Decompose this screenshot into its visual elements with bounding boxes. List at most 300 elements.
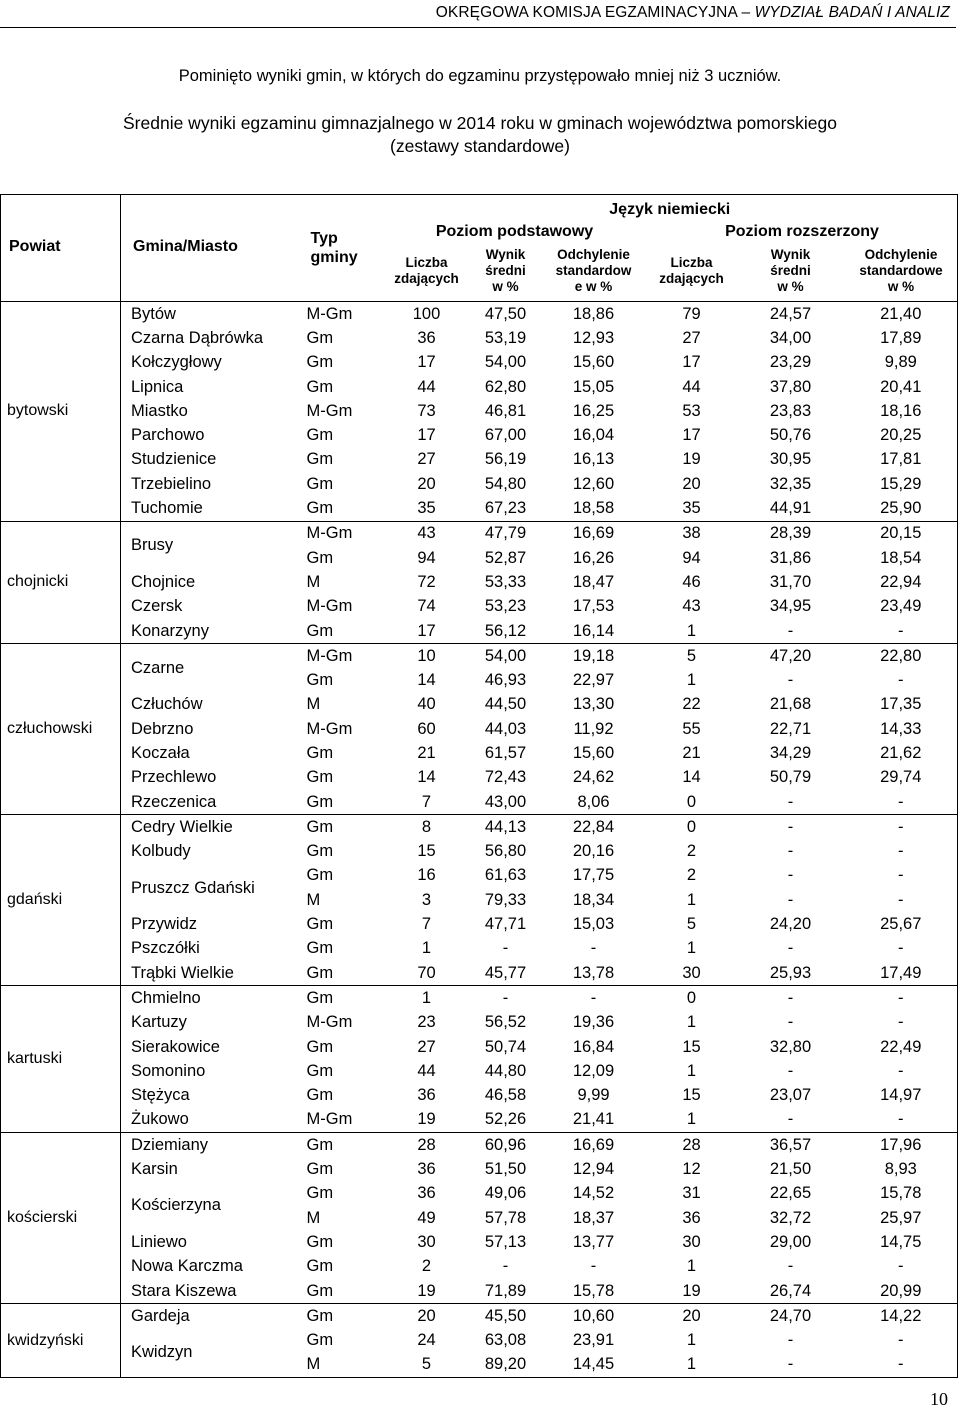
results-table [0, 194, 958, 1378]
odch-ext-cell: - [845, 888, 958, 912]
odch-basic-cell: - [590, 939, 597, 958]
wynik-basic-cell: 52,26 [471, 1108, 541, 1133]
table-row [1, 472, 958, 496]
liczba-ext-cell: 20 [682, 474, 701, 493]
wynik-ext-cell: 23,83 [769, 401, 812, 420]
typ-cell: M-Gm [306, 646, 353, 665]
liczba-basic-cell: 2 [421, 1257, 432, 1276]
odch-ext-cell: - [845, 668, 958, 692]
odch-ext-cell: 18,16 [845, 399, 958, 423]
liczba-basic-cell: 72 [417, 572, 436, 591]
liczba-basic-cell: 27 [417, 450, 436, 469]
wynik-ext-cell: - [787, 890, 794, 909]
table-row [1, 1059, 958, 1083]
typ-cell: Gm [306, 474, 334, 493]
odch-ext-cell: 22,49 [845, 1035, 958, 1059]
typ-cell: Gm [306, 1061, 334, 1080]
odch-basic-cell: 13,30 [572, 695, 615, 714]
powiat-cell: gdański [1, 815, 121, 986]
odch-basic-cell: 16,84 [572, 1037, 615, 1056]
wynik-basic-cell: 56,52 [484, 1013, 527, 1032]
odch-ext-cell: 22,80 [845, 644, 958, 669]
odch-ext-cell: 18,54 [845, 546, 958, 570]
wynik-basic-cell: 45,50 [484, 1306, 527, 1325]
wynik-basic-cell: 67,23 [471, 496, 541, 521]
powiat-cell: chojnicki [1, 521, 121, 643]
header-liczba-ext: Liczba zdających [659, 255, 724, 286]
liczba-ext-cell: 35 [647, 496, 737, 521]
liczba-basic-cell: 14 [417, 768, 436, 787]
liczba-basic-cell: 40 [417, 695, 436, 714]
typ-cell: M-Gm [306, 524, 353, 543]
odch-basic-cell: - [590, 1257, 597, 1276]
gmina-cell: Parchowo [121, 423, 301, 447]
header-level-basic: Poziom podstawowy [435, 223, 594, 240]
typ-cell: M-Gm [306, 597, 353, 616]
typ-cell: M-Gm [301, 1108, 383, 1133]
liczba-basic-cell: 49 [417, 1208, 436, 1227]
table-row [1, 302, 958, 327]
wynik-basic-cell: 51,50 [484, 1160, 527, 1179]
odch-ext-cell: - [845, 790, 958, 815]
wynik-ext-cell: 47,20 [769, 646, 812, 665]
wynik-ext-cell: 37,80 [769, 377, 812, 396]
liczba-basic-cell: 19 [383, 1279, 471, 1304]
table-row [1, 1011, 958, 1035]
header-gmina: Gmina/Miasto [121, 195, 301, 302]
wynik-basic-cell: 47,79 [484, 524, 527, 543]
odch-basic-cell: 13,78 [541, 961, 647, 986]
wynik-basic-cell: 44,80 [484, 1061, 527, 1080]
gmina-cell: Nowa Karczma [121, 1255, 301, 1279]
liczba-ext-cell: 14 [682, 768, 701, 787]
odch-basic-cell: 15,60 [572, 743, 615, 762]
typ-cell: Gm [301, 496, 383, 521]
gmina-cell: Trzebielino [121, 472, 301, 496]
typ-cell: Gm [301, 961, 383, 986]
wynik-basic-cell: 72,43 [484, 768, 527, 787]
liczba-basic-cell: 7 [383, 790, 471, 815]
gmina-cell: Chojnice [121, 570, 301, 594]
odch-ext-cell: 21,62 [845, 741, 958, 765]
odch-basic-cell: 22,84 [572, 817, 615, 836]
wynik-ext-cell: - [787, 1061, 794, 1080]
header-italic: WYDZIAŁ BADAŃ I ANALIZ [754, 4, 950, 21]
liczba-ext-cell: 53 [682, 401, 701, 420]
gmina-cell: Kwidzyn [121, 1328, 301, 1377]
liczba-ext-cell: 5 [686, 646, 697, 665]
wynik-basic-cell: 54,00 [484, 353, 527, 372]
table-row [1, 693, 958, 717]
header-typ: Typ gminy [301, 195, 383, 302]
liczba-ext-cell: 21 [682, 743, 701, 762]
odch-ext-cell: 14,75 [845, 1230, 958, 1254]
table-row [1, 1279, 958, 1304]
table-row [1, 399, 958, 423]
odch-basic-cell: 17,75 [572, 866, 615, 885]
liczba-ext-cell: 15 [682, 1037, 701, 1056]
wynik-basic-cell: 61,57 [484, 743, 527, 762]
wynik-ext-cell: 44,91 [737, 496, 845, 521]
wynik-basic-cell: 45,77 [471, 961, 541, 986]
gmina-cell: Przywidz [121, 912, 301, 936]
wynik-ext-cell: 34,00 [769, 328, 812, 347]
odch-ext-cell: 25,90 [845, 496, 958, 521]
liczba-ext-cell: 1 [686, 1013, 697, 1032]
liczba-ext-cell: 1 [647, 1108, 737, 1133]
wynik-ext-cell: - [787, 842, 794, 861]
typ-cell: Gm [306, 1257, 334, 1276]
table-row [1, 790, 958, 815]
odch-ext-cell: 25,67 [845, 912, 958, 936]
wynik-basic-cell: 63,08 [484, 1331, 527, 1350]
header-subject: Język niemiecki [609, 201, 731, 218]
odch-basic-cell: 15,60 [572, 353, 615, 372]
odch-basic-cell: 22,97 [572, 671, 615, 690]
liczba-basic-cell: 20 [417, 1306, 436, 1325]
odch-ext-cell: - [845, 1328, 958, 1352]
table-row [1, 448, 958, 472]
header-powiat: Powiat [1, 195, 121, 302]
wynik-basic-cell: 57,13 [484, 1232, 527, 1251]
liczba-basic-cell: 1 [421, 939, 432, 958]
odch-ext-cell: 25,97 [845, 1206, 958, 1230]
wynik-basic-cell: 53,33 [484, 572, 527, 591]
gmina-cell: Kolbudy [121, 840, 301, 864]
odch-basic-cell: 16,69 [572, 1135, 615, 1154]
liczba-ext-cell: 1 [647, 619, 737, 644]
wynik-ext-cell: 25,93 [737, 961, 845, 986]
liczba-basic-cell: 74 [417, 597, 436, 616]
typ-cell: Gm [306, 1135, 334, 1154]
odch-ext-cell: 20,25 [845, 423, 958, 447]
wynik-basic-cell: 49,06 [484, 1184, 527, 1203]
wynik-ext-cell: - [787, 1013, 794, 1032]
odch-basic-cell: 10,60 [572, 1306, 615, 1325]
odch-ext-cell: 14,22 [845, 1304, 958, 1329]
odch-ext-cell: - [845, 864, 958, 888]
typ-cell: Gm [306, 1086, 334, 1105]
liczba-ext-cell: 36 [682, 1208, 701, 1227]
wynik-ext-cell: 31,86 [769, 548, 812, 567]
odch-basic-cell: 19,18 [572, 646, 615, 665]
liczba-basic-cell: 28 [417, 1135, 436, 1154]
typ-cell: M-Gm [306, 304, 353, 323]
wynik-basic-cell: 46,93 [484, 671, 527, 690]
liczba-basic-cell: 73 [417, 401, 436, 420]
wynik-basic-cell: 52,87 [484, 548, 527, 567]
liczba-ext-cell: 1 [686, 939, 697, 958]
odch-ext-cell: - [845, 1059, 958, 1083]
page-number: 10 [930, 1389, 948, 1409]
gmina-cell: Koczała [121, 741, 301, 765]
wynik-ext-cell: 50,79 [769, 768, 812, 787]
table-row [1, 766, 958, 790]
wynik-ext-cell: - [737, 790, 845, 815]
wynik-basic-cell: 89,20 [471, 1353, 541, 1378]
gmina-cell: Kartuzy [121, 1011, 301, 1035]
liczba-ext-cell: 5 [686, 915, 697, 934]
odch-ext-cell: 15,78 [845, 1182, 958, 1206]
odch-ext-cell: 17,49 [845, 961, 958, 986]
odch-basic-cell: 18,47 [572, 572, 615, 591]
odch-basic-cell: 16,14 [541, 619, 647, 644]
odch-ext-cell: 23,49 [845, 595, 958, 619]
gmina-cell: Tuchomie [121, 496, 301, 521]
odch-ext-cell: - [845, 1011, 958, 1035]
wynik-basic-cell: 44,03 [484, 719, 527, 738]
table-row [1, 1230, 958, 1254]
table-row [1, 326, 958, 350]
table-row [1, 1084, 958, 1108]
liczba-ext-cell: 1 [686, 1257, 697, 1276]
odch-basic-cell: 14,45 [541, 1353, 647, 1378]
liczba-basic-cell: 27 [417, 1037, 436, 1056]
liczba-ext-cell: 38 [682, 524, 701, 543]
liczba-ext-cell: 1 [686, 890, 697, 909]
liczba-ext-cell: 30 [682, 1232, 701, 1251]
liczba-ext-cell: 17 [682, 353, 701, 372]
odch-ext-cell: 21,40 [845, 302, 958, 327]
typ-cell: Gm [306, 1037, 334, 1056]
odch-basic-cell: 12,09 [572, 1061, 615, 1080]
liczba-ext-cell: 94 [682, 548, 701, 567]
wynik-ext-cell: 22,71 [769, 719, 812, 738]
liczba-ext-cell: 1 [686, 1331, 697, 1350]
odch-ext-cell: - [845, 619, 958, 644]
liczba-basic-cell: 43 [417, 524, 436, 543]
typ-cell: M [306, 890, 321, 909]
odch-basic-cell: 24,62 [572, 768, 615, 787]
typ-cell: Gm [306, 988, 334, 1007]
odch-ext-cell: - [845, 1255, 958, 1279]
liczba-ext-cell: 19 [682, 450, 701, 469]
header-wynik-ext: Wynik średni w % [770, 247, 811, 294]
wynik-basic-cell: 43,00 [471, 790, 541, 815]
wynik-basic-cell: 50,74 [484, 1037, 527, 1056]
typ-cell: M [301, 1353, 383, 1378]
wynik-basic-cell: 56,12 [471, 619, 541, 644]
liczba-basic-cell: 35 [383, 496, 471, 521]
table-row [1, 644, 958, 669]
liczba-ext-cell: 15 [682, 1086, 701, 1105]
gmina-cell: Chmielno [121, 986, 301, 1011]
typ-cell: Gm [306, 866, 334, 885]
odch-ext-cell: 22,94 [845, 570, 958, 594]
wynik-ext-cell: 34,95 [769, 597, 812, 616]
wynik-ext-cell: - [787, 671, 794, 690]
liczba-basic-cell: 60 [417, 719, 436, 738]
powiat-cell: kościerski [1, 1133, 121, 1304]
odch-basic-cell: 21,41 [541, 1108, 647, 1133]
table-row [1, 1328, 958, 1352]
liczba-basic-cell: 36 [417, 1184, 436, 1203]
wynik-ext-cell: - [737, 1353, 845, 1378]
typ-cell: Gm [306, 1306, 334, 1325]
gmina-cell: Kościerzyna [121, 1182, 301, 1231]
wynik-ext-cell: 50,76 [769, 426, 812, 445]
wynik-ext-cell: - [787, 866, 794, 885]
gmina-cell: Kołczygłowy [121, 351, 301, 375]
wynik-basic-cell: 67,00 [484, 426, 527, 445]
wynik-basic-cell: 53,19 [484, 328, 527, 347]
wynik-ext-cell: 21,68 [769, 695, 812, 714]
gmina-cell: Stara Kiszewa [121, 1279, 301, 1304]
gmina-cell: Pruszcz Gdański [121, 864, 301, 913]
gmina-cell: Trąbki Wielkie [121, 961, 301, 986]
table-row [1, 521, 958, 546]
odch-basic-cell: 12,94 [572, 1160, 615, 1179]
wynik-ext-cell: 32,35 [769, 474, 812, 493]
liczba-ext-cell: 30 [647, 961, 737, 986]
title-line-1: Średnie wyniki egzaminu gimnazjalnego w 2014 roku w gminach województwa pomorskiego [123, 113, 837, 133]
typ-cell: Gm [306, 1160, 334, 1179]
odch-ext-cell: - [845, 1108, 958, 1133]
powiat-cell: kwidzyński [1, 1304, 121, 1378]
liczba-basic-cell: 15 [417, 842, 436, 861]
odch-ext-cell: 17,89 [845, 326, 958, 350]
table-row [1, 375, 958, 399]
table-row [1, 840, 958, 864]
odch-basic-cell: 16,25 [572, 401, 615, 420]
header-odch-ext: Odchylenie standardowe w % [859, 247, 943, 294]
gmina-cell: Studzienice [121, 448, 301, 472]
typ-cell: Gm [306, 743, 334, 762]
liczba-basic-cell: 94 [417, 548, 436, 567]
liczba-basic-cell: 7 [421, 915, 432, 934]
wynik-basic-cell: - [502, 988, 509, 1007]
gmina-cell: Stężyca [121, 1084, 301, 1108]
wynik-basic-cell: 62,80 [484, 377, 527, 396]
odch-basic-cell: 13,77 [572, 1232, 615, 1251]
gmina-cell: Żukowo [121, 1108, 301, 1133]
liczba-ext-cell: 31 [682, 1184, 701, 1203]
liczba-ext-cell: 17 [682, 426, 701, 445]
header-text [436, 4, 950, 22]
liczba-ext-cell: 0 [686, 988, 697, 1007]
typ-cell: Gm [306, 377, 334, 396]
typ-cell: M [306, 1208, 321, 1227]
gmina-cell: Konarzyny [121, 619, 301, 644]
odch-ext-cell: - [845, 937, 958, 961]
liczba-basic-cell: 20 [417, 474, 436, 493]
typ-cell: Gm [301, 1279, 383, 1304]
odch-basic-cell: 12,93 [572, 328, 615, 347]
wynik-basic-cell: 47,71 [484, 915, 527, 934]
header-odch-basic: Odchylenie standardow e w % [555, 247, 632, 294]
table-row [1, 741, 958, 765]
liczba-ext-cell: 28 [682, 1135, 701, 1154]
liczba-basic-cell: 36 [417, 1160, 436, 1179]
gmina-cell: Człuchów [121, 693, 301, 717]
typ-cell: Gm [306, 1184, 334, 1203]
typ-cell: Gm [306, 426, 334, 445]
gmina-cell: Karsin [121, 1157, 301, 1181]
wynik-ext-cell: 31,70 [769, 572, 812, 591]
odch-basic-cell: 19,36 [572, 1013, 615, 1032]
odch-basic-cell: 9,99 [577, 1086, 610, 1105]
wynik-ext-cell: - [787, 817, 794, 836]
odch-ext-cell: 9,89 [845, 351, 958, 375]
typ-cell: Gm [306, 328, 334, 347]
wynik-ext-cell: 32,72 [769, 1208, 812, 1227]
odch-ext-cell: 15,29 [845, 472, 958, 496]
wynik-ext-cell: - [787, 1257, 794, 1276]
header-prefix: OKRĘGOWA KOMISJA EGZAMINACYJNA – [435, 4, 755, 21]
liczba-ext-cell: 27 [682, 328, 701, 347]
wynik-basic-cell: 44,50 [484, 695, 527, 714]
header-subject-block [383, 195, 958, 302]
odch-basic-cell: 12,60 [572, 474, 615, 493]
odch-basic-cell: 18,86 [572, 304, 615, 323]
wynik-basic-cell: 54,80 [484, 474, 527, 493]
gmina-cell: Czarna Dąbrówka [121, 326, 301, 350]
liczba-ext-cell: 1 [686, 1061, 697, 1080]
powiat-cell: kartuski [1, 986, 121, 1133]
liczba-basic-cell: 14 [417, 671, 436, 690]
liczba-ext-cell: 20 [682, 1306, 701, 1325]
odch-ext-cell: - [845, 815, 958, 840]
wynik-ext-cell: 23,29 [769, 353, 812, 372]
odch-basic-cell: 23,91 [572, 1331, 615, 1350]
wynik-ext-cell: - [787, 988, 794, 1007]
wynik-ext-cell: - [787, 1331, 794, 1350]
liczba-ext-cell: 0 [647, 790, 737, 815]
wynik-basic-cell: - [502, 1257, 509, 1276]
liczba-basic-cell: 70 [383, 961, 471, 986]
typ-cell: Gm [306, 817, 334, 836]
odch-ext-cell: 17,96 [845, 1133, 958, 1158]
gmina-cell: Pszczółki [121, 937, 301, 961]
gmina-cell: Przechlewo [121, 766, 301, 790]
liczba-basic-cell: 5 [383, 1353, 471, 1378]
title-line-2: (zestawy standardowe) [390, 136, 570, 156]
odch-ext-cell: 17,81 [845, 448, 958, 472]
page-title [0, 112, 960, 158]
liczba-basic-cell: 17 [417, 426, 436, 445]
wynik-basic-cell: 60,96 [484, 1135, 527, 1154]
wynik-ext-cell: 29,00 [769, 1232, 812, 1251]
gmina-cell: Sierakowice [121, 1035, 301, 1059]
table-row [1, 986, 958, 1011]
odch-basic-cell: 11,92 [573, 719, 614, 738]
table-row [1, 912, 958, 936]
table-row [1, 717, 958, 741]
wynik-ext-cell: 26,74 [737, 1279, 845, 1304]
typ-cell: Gm [306, 353, 334, 372]
table-row [1, 1108, 958, 1133]
gmina-cell: Rzeczenica [121, 790, 301, 815]
table-row [1, 496, 958, 521]
wynik-ext-cell: 34,29 [769, 743, 812, 762]
wynik-ext-cell: 32,80 [769, 1037, 812, 1056]
omission-note: Pominięto wyniki gmin, w których do egzaminu przystępowało mniej niż 3 uczniów. [178, 67, 782, 85]
typ-cell: Gm [306, 671, 334, 690]
wynik-ext-cell: 24,57 [769, 304, 812, 323]
gmina-cell: Czersk [121, 595, 301, 619]
header-liczba-basic: Liczba zdających [394, 255, 459, 286]
typ-cell: Gm [306, 768, 334, 787]
wynik-basic-cell: 61,63 [484, 866, 527, 885]
wynik-ext-cell: - [737, 619, 845, 644]
typ-cell: Gm [306, 1232, 334, 1251]
liczba-ext-cell: 46 [682, 572, 701, 591]
typ-cell: Gm [306, 842, 334, 861]
wynik-basic-cell: 47,50 [484, 304, 527, 323]
gmina-cell: Brusy [121, 521, 301, 570]
wynik-ext-cell: 23,07 [769, 1086, 812, 1105]
odch-basic-cell: 20,16 [572, 842, 615, 861]
